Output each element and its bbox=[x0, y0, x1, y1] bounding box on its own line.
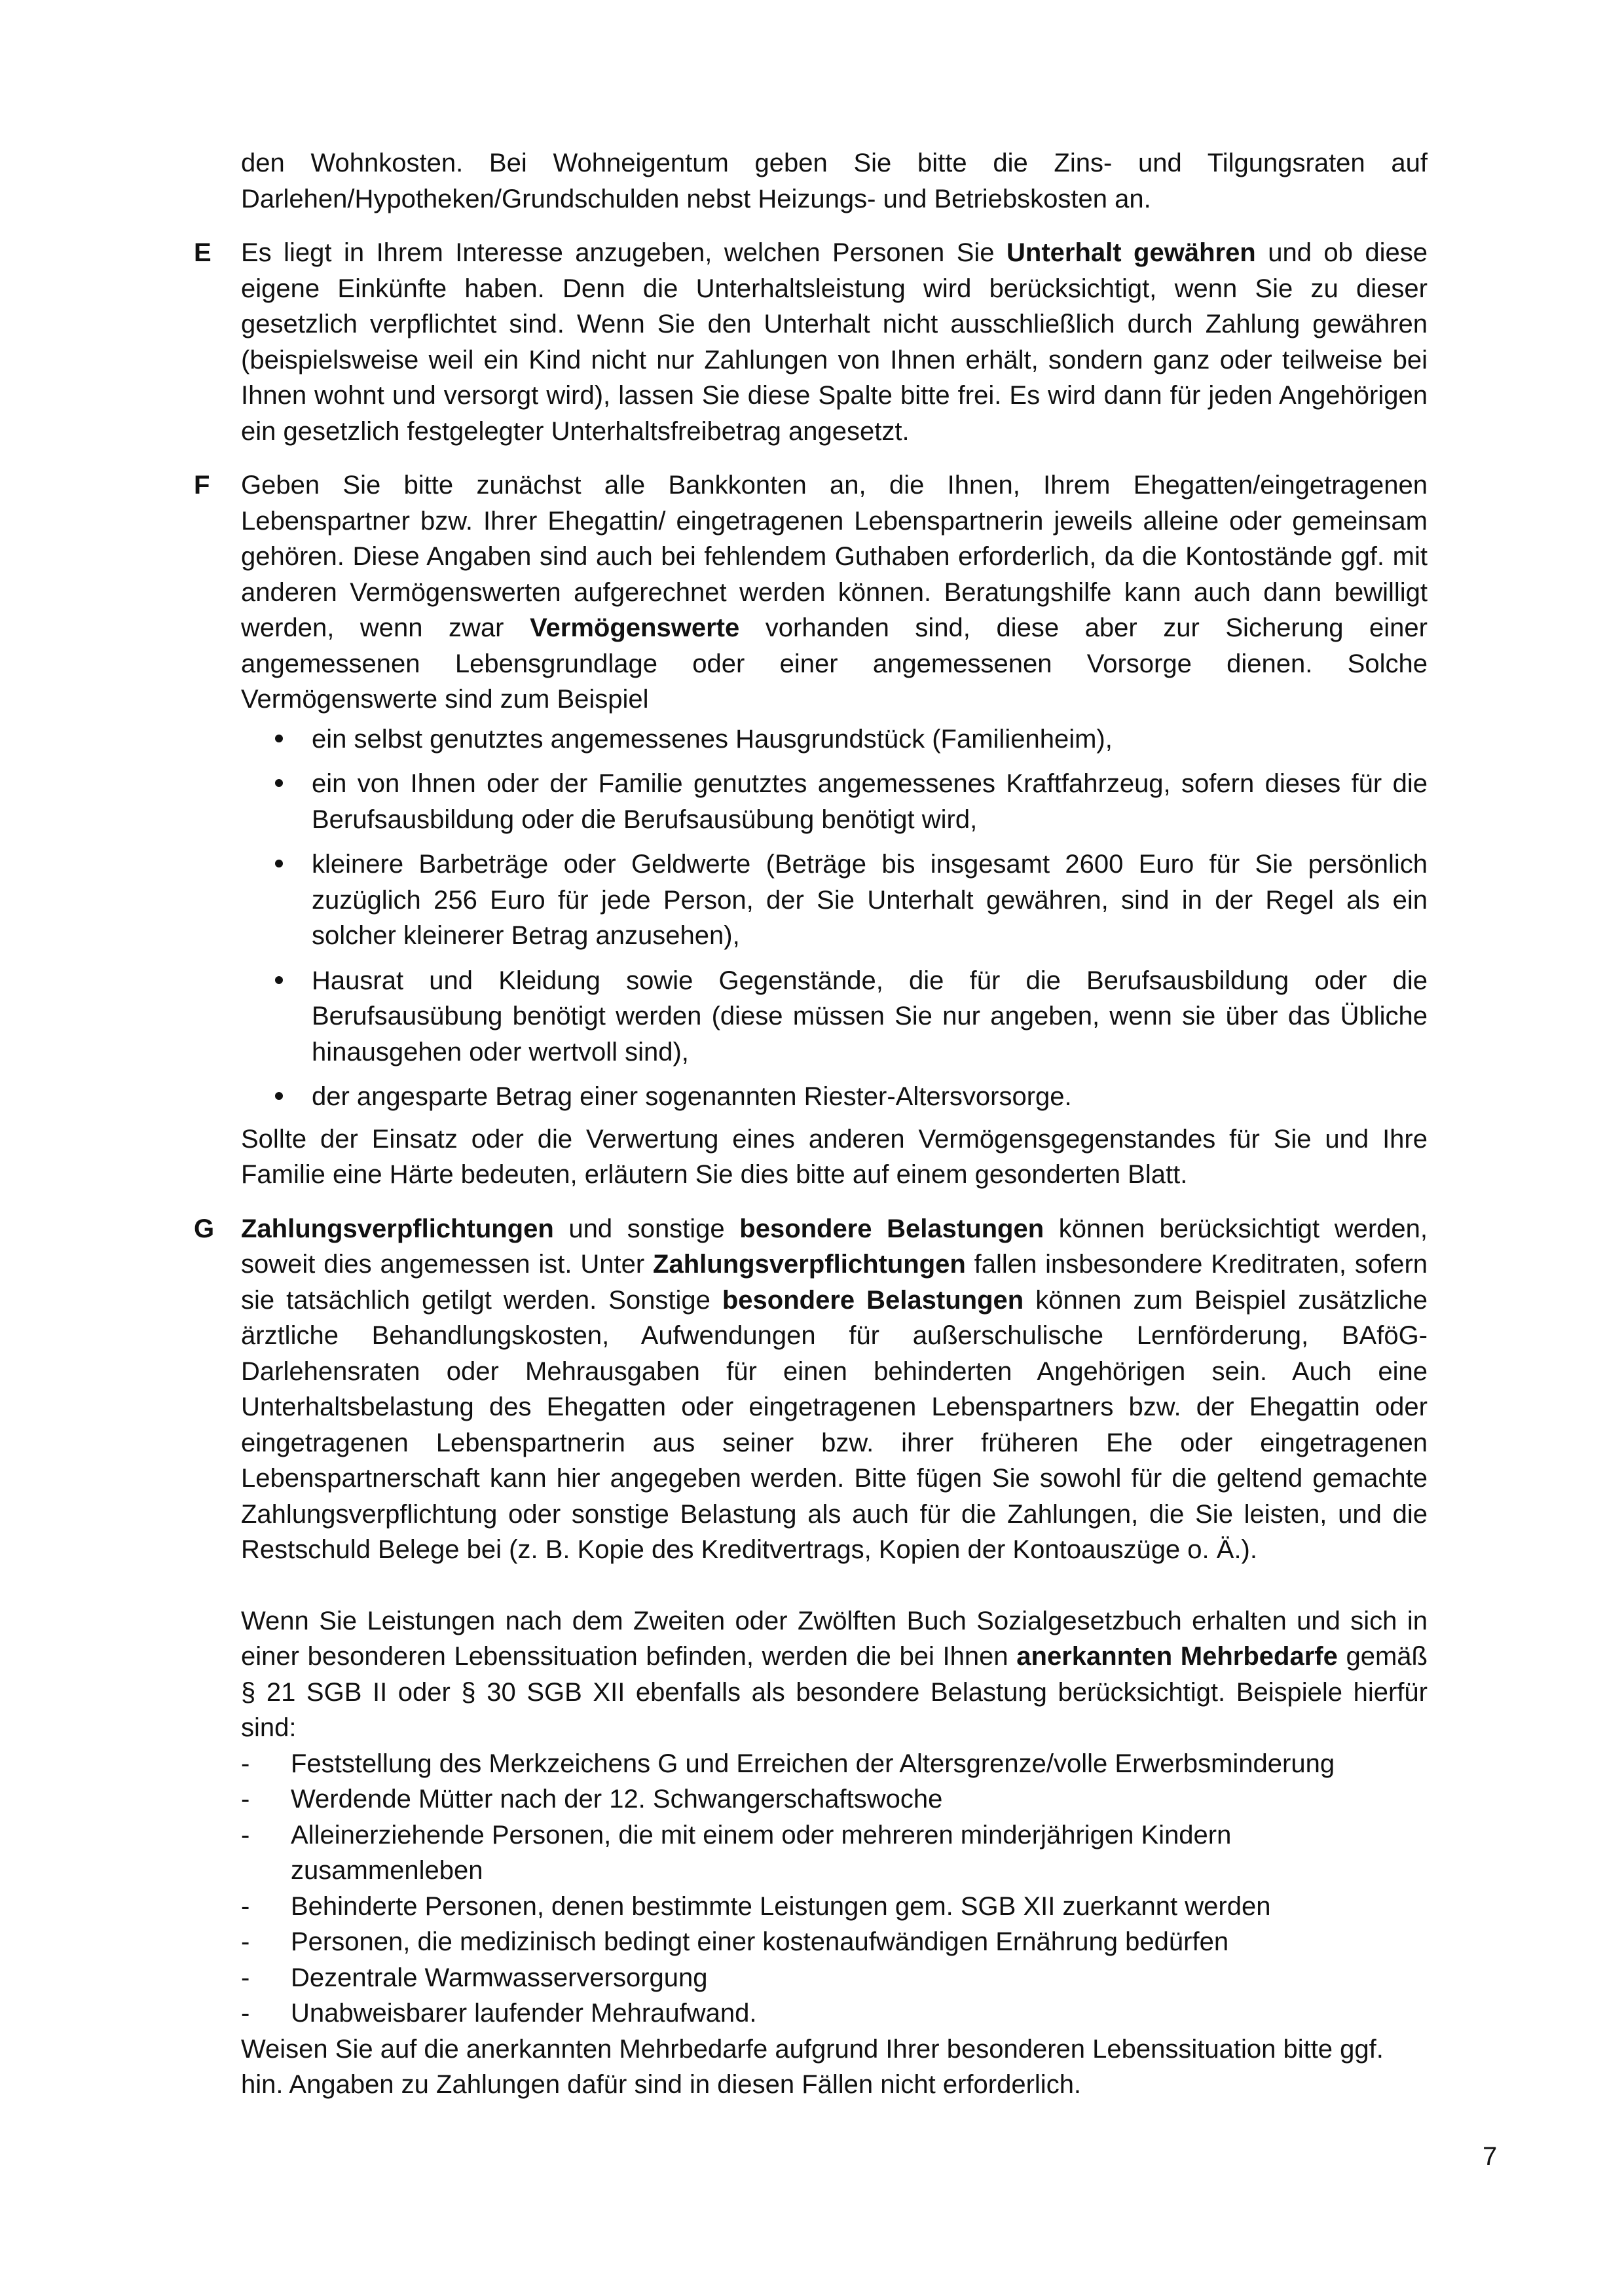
list-item bbox=[312, 721, 1428, 757]
dash-marker: - bbox=[241, 1785, 250, 1813]
section-e-text-2: und ob diese eigene Einkünfte haben. Denn die Unterhaltsleistung wird berücksichtigt, wenn Sie zu dieser gesetzlich verpflichtet sind. Wenn Sie den Unterhalt nicht ausschließlich durch Zahlung gewähren (beispielsweise weil ein Kind nicht nur Zahlungen von Ihnen erhält, sondern ganz oder teilweise bei Ihnen wohnt und versorgt wird), lassen Sie diese Spalte bitte frei. Es wird dann für jeden Angehörigen ein gesetzlich festgelegter Unterhaltsfreibetrag angesetzt. bbox=[241, 238, 1428, 446]
asset-examples-list bbox=[241, 721, 1428, 1115]
dash-marker: - bbox=[241, 1927, 250, 1956]
section-g bbox=[194, 1211, 1428, 2103]
section-f-paragraph bbox=[241, 467, 1428, 718]
list-item bbox=[241, 1889, 1428, 1925]
section-f-text-2: vorhanden sind, diese aber zur Sicherung einer angemessenen Lebensgrundlage oder einer angemessenen Vorsorge dienen. Solche Vermögenswerte sind zum Beispiel bbox=[241, 613, 1428, 714]
list-item bbox=[312, 766, 1428, 837]
list-item bbox=[241, 1960, 1428, 1996]
section-f-letter: F bbox=[194, 471, 210, 500]
section-g-text-3: fallen insbesondere Kreditraten, sofern sie tatsächlich getilgt werden. Sonstige bbox=[241, 1250, 1428, 1315]
list-item bbox=[312, 963, 1428, 1070]
list-item-text: Feststellung des Merkzeichens G und Erreichen der Altersgrenze/volle Erwerbsminderung bbox=[291, 1749, 1335, 1778]
list-item bbox=[312, 847, 1428, 954]
section-g-bold-4: besondere Belastungen bbox=[722, 1285, 1024, 1315]
section-f-text-1: Geben Sie bitte zunächst alle Bankkonten an, die Ihnen, Ihrem Ehegatten/eingetragenen Lebenspartner bzw. Ihrer Ehegattin/ eingetragenen Lebenspartnerin jeweils alleine oder gemeinsam gehören. Diese Angaben sind auch bei fehlendem Guthaben erforderlich, da die Kontostände ggf. mit anderen Vermögenswerten aufgerechnet werden können. Beratungshilfe kann auch dann bewilligt werden, wenn zwar bbox=[241, 471, 1428, 642]
list-item bbox=[312, 1079, 1428, 1115]
dash-marker: - bbox=[241, 1891, 250, 1921]
list-item-text: Behinderte Personen, denen bestimmte Leistungen gem. SGB XII zuerkannt werden bbox=[291, 1891, 1271, 1921]
page-number: 7 bbox=[1483, 2142, 1498, 2171]
list-item-text: Hausrat und Kleidung sowie Gegenstände, die für die Berufsausbildung oder die Berufsausübung benötigt werden (diese müssen Sie nur angeben, wenn sie über das Übliche hinausgehen oder wertvoll sind), bbox=[312, 966, 1428, 1066]
section-g-text-4: können zum Beispiel zusätzliche ärztliche Behandlungskosten, Aufwendungen für außerschulische Lernförderung, BAföG-Darlehensraten oder Mehrausgaben für einen behinderten Angehörigen sein. Auch eine Unterhaltsbelastung des Ehegatten oder eingetragenen Lebenspartners bzw. der Ehegattin oder eingetragenen Lebenspartnerin aus seiner bzw. ihrer früheren Ehe oder eingetragenen Lebenspartnerschaft kann hier angegeben werden. Bitte fügen Sie sowohl für die geltend gemachte Zahlungsverpflichtung oder sonstige Belastung als auch für die Zahlungen, die Sie leisten, und die Restschuld Belege bei (z. B. Kopie des Kreditvertrags, Kopien der Kontoauszüge o. Ä.). bbox=[241, 1285, 1428, 1564]
bullet-icon bbox=[275, 1092, 283, 1100]
dash-marker: - bbox=[241, 1820, 250, 1850]
dash-marker: - bbox=[241, 1963, 250, 1992]
section-g-text-6: gemäß § 21 SGB II oder § 30 SGB XII ebenfalls als besondere Belastung berücksichtigt. Beispiele hierfür sind: bbox=[241, 1642, 1428, 1742]
list-item-text: ein von Ihnen oder der Familie genutztes angemessenes Kraftfahrzeug, sofern dieses für die Berufsausbildung oder die Berufsausübung benötigt wird, bbox=[312, 769, 1428, 834]
section-g-bold-3: Zahlungsverpflichtungen bbox=[653, 1250, 966, 1279]
list-item bbox=[241, 1995, 1428, 2032]
section-g-bold-1: Zahlungsverpflichtungen bbox=[241, 1214, 554, 1243]
list-item bbox=[241, 1924, 1428, 1960]
section-e-letter: E bbox=[194, 238, 212, 267]
paragraph-spacer bbox=[241, 1568, 1428, 1603]
section-e bbox=[194, 235, 1428, 449]
list-item bbox=[241, 1781, 1428, 1817]
section-g-text-1: und sonstige bbox=[553, 1214, 740, 1243]
list-item-text: Werdende Mütter nach der 12. Schwangerschaftswoche bbox=[291, 1785, 943, 1813]
list-item-text: Alleinerziehende Personen, die mit einem oder mehreren minderjährigen Kindern zusammenleben bbox=[291, 1820, 1232, 1885]
list-item-text: ein selbst genutztes angemessenes Hausgrundstück (Familienheim), bbox=[312, 724, 1113, 754]
section-g-bold-5: anerkannten Mehrbedarfe bbox=[1016, 1642, 1338, 1671]
section-g-closing-paragraph: Weisen Sie auf die anerkannten Mehrbedarfe aufgrund Ihrer besonderen Lebenssituation bitte ggf. hin. Angaben zu Zahlungen dafür sind in diesen Fällen nicht erforderlich. bbox=[241, 2034, 1384, 2099]
list-item-text: Personen, die medizinisch bedingt einer kostenaufwändigen Ernährung bedürfen bbox=[291, 1927, 1229, 1956]
bullet-icon bbox=[275, 779, 283, 787]
section-f bbox=[194, 467, 1428, 1193]
section-g-mehrbedarf-paragraph bbox=[241, 1603, 1428, 1746]
section-g-bold-2: besondere Belastungen bbox=[739, 1214, 1044, 1243]
section-g-text-2: können berücksichtigt werden, soweit dies angemessen ist. Unter bbox=[241, 1214, 1428, 1279]
section-e-bold-1: Unterhalt gewähren bbox=[1006, 238, 1256, 267]
section-g-letter: G bbox=[194, 1214, 215, 1243]
list-item-text: Unabweisbarer laufender Mehraufwand. bbox=[291, 1999, 757, 2028]
section-g-paragraph bbox=[241, 1211, 1428, 1568]
intro-paragraph: den Wohnkosten. Bei Wohneigentum geben Sie bitte die Zins- und Tilgungsraten auf Darlehen/Hypotheken/Grundschulden nebst Heizungs- und Betriebskosten an. bbox=[241, 149, 1428, 213]
list-item-text: kleinere Barbeträge oder Geldwerte (Beträge bis insgesamt 2600 Euro für Sie persönlich zuzüglich 256 Euro für jede Person, der Sie Unterhalt gewähren, sind in der Regel als ein solcher kleinerer Betrag anzusehen), bbox=[312, 850, 1428, 950]
document-body bbox=[194, 145, 1428, 2103]
list-item bbox=[241, 1746, 1428, 1782]
mehrbedarf-list bbox=[241, 1746, 1428, 2032]
list-item-text: der angesparte Betrag einer sogenannten Riester-Altersvorsorge. bbox=[312, 1082, 1072, 1111]
dash-marker: - bbox=[241, 1749, 250, 1778]
section-e-paragraph bbox=[241, 235, 1428, 449]
bullet-icon bbox=[275, 735, 283, 742]
bullet-icon bbox=[275, 860, 283, 867]
list-item-text: Dezentrale Warmwasserversorgung bbox=[291, 1963, 708, 1992]
bullet-icon bbox=[275, 976, 283, 984]
list-item bbox=[241, 1817, 1428, 1889]
dash-marker: - bbox=[241, 1999, 250, 2028]
section-f-bold-1: Vermögenswerte bbox=[530, 613, 740, 642]
section-f-closing-paragraph: Sollte der Einsatz oder die Verwertung eines anderen Vermögensgegenstandes für Sie und Ihre Familie eine Härte bedeuten, erläutern Sie dies bitte auf einem gesonderten Blatt. bbox=[241, 1124, 1428, 1189]
section-g-text-5: Wenn Sie Leistungen nach dem Zweiten oder Zwölften Buch Sozialgesetzbuch erhalten und sich in einer besonderen Lebenssituation befinden, werden die bei Ihnen bbox=[241, 1606, 1428, 1671]
section-e-text-1: Es liegt in Ihrem Interesse anzugeben, welchen Personen Sie bbox=[241, 238, 1006, 267]
